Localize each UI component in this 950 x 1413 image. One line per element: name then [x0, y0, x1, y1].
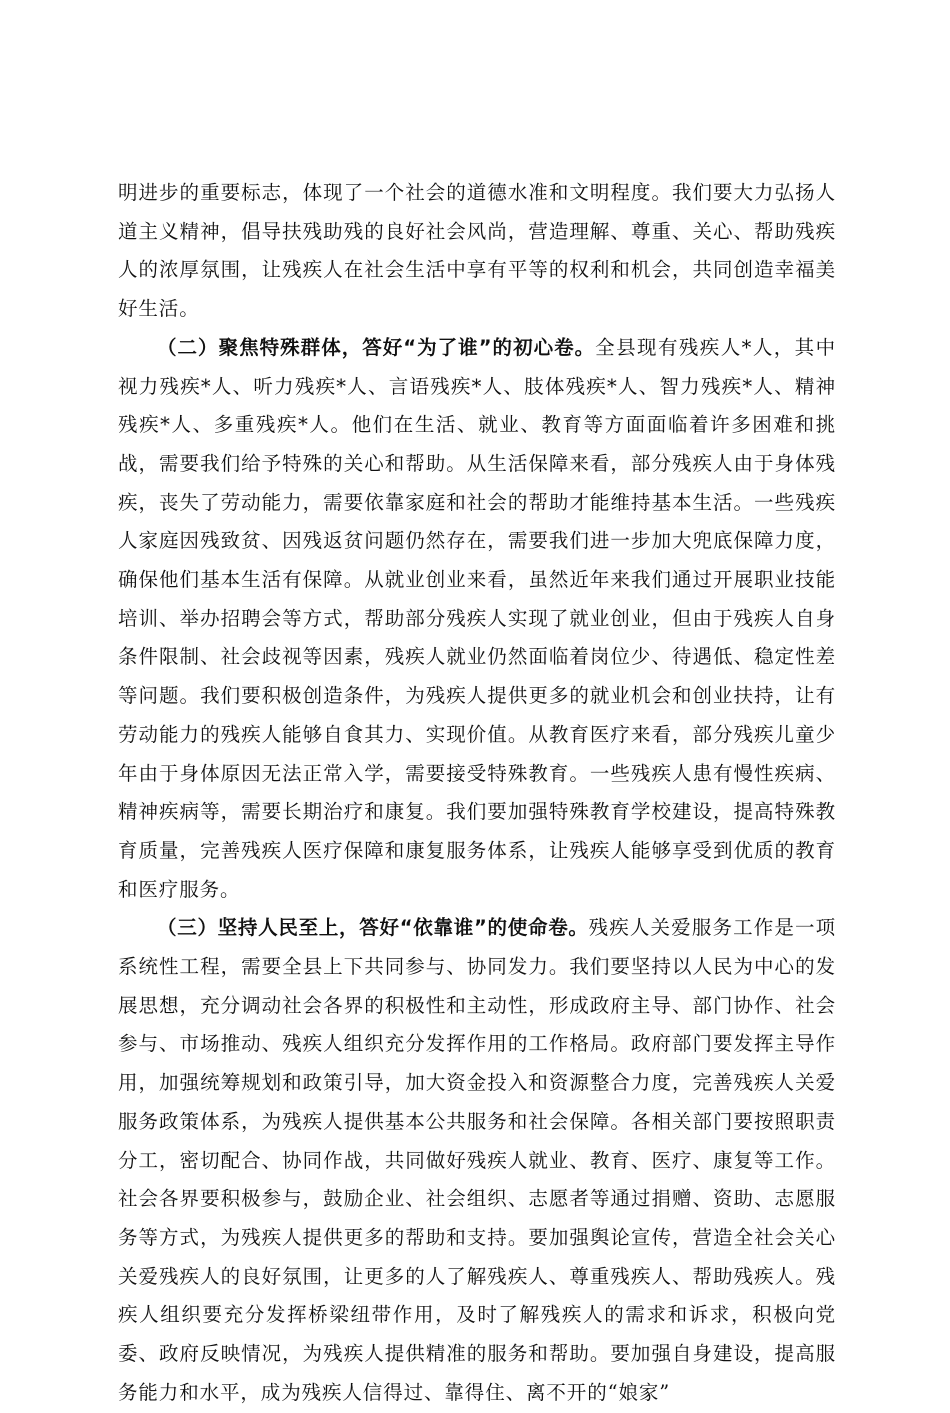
- section-two-text: 全县现有残疾人*人，其中视力残疾*人、听力残疾*人、言语残疾*人、肢体残疾*人、智力残疾*人、精神残疾*人、多重残疾*人。他们在生活、就业、教育等方面面临着许多困难和挑战，需要我们给予特殊的关心和帮助。从生活保障来看，部分残疾人由于身体残疾，丧失了劳动能力，需要依靠家庭和社会的帮助才能维持基本生活。一些残疾人家庭因残致贫、因残返贫问题仍然存在，需要我们进一步加大兜底保障力度，确保他们基本生活有保障。从就业创业来看，虽然近年来我们通过开展职业技能培训、举办招聘会等方式，帮助部分残疾人实现了就业创业，但由于残疾人自身条件限制、社会歧视等因素，残疾人就业仍然面临着岗位少、待遇低、稳定性差等问题。我们要积极创造条件，为残疾人提供更多的就业机会和创业扶持，让有劳动能力的残疾人能够自食其力、实现价值。从教育医疗来看，部分残疾儿童少年由于身体原因无法正常入学，需要接受特殊教育。一些残疾人患有慢性疾病、精神疾病等，需要长期治疗和康复。我们要加强特殊教育学校建设，提高特殊教育质量，完善残疾人医疗保障和康复服务体系，让残疾人能够享受到优质的教育和医疗服务。: [118, 335, 836, 901]
- paragraph-continuation: [118, 174, 836, 329]
- section-three-text: 残疾人关爱服务工作是一项系统性工程，需要全县上下共同参与、协同发力。我们要坚持以人民为中心的发展思想，充分调动社会各界的积极性和主动性，形成政府主导、部门协作、社会参与、市场推动、残疾人组织充分发挥作用的工作格局。政府部门要发挥主导作用，加强统筹规划和政策引导，加大资金投入和资源整合力度，完善残疾人关爱服务政策体系，为残疾人提供基本公共服务和社会保障。各相关部门要按照职责分工，密切配合、协同作战，共同做好残疾人就业、教育、医疗、康复等工作。社会各界要积极参与，鼓励企业、社会组织、志愿者等通过捐赠、资助、志愿服务等方式，为残疾人提供更多的帮助和支持。要加强舆论宣传，营造全社会关心关爱残疾人的良好氛围，让更多的人了解残疾人、尊重残疾人、帮助残疾人。残疾人组织要充分发挥桥梁纽带作用，及时了解残疾人的需求和诉求，积极向党委、政府反映情况，为残疾人提供精准的服务和帮助。要加强自身建设，提高服务能力和水平，成为残疾人信得过、靠得住、离不开的“娘家”: [118, 916, 836, 1404]
- section-three-heading: （三）坚持人民至上，答好“依靠谁”的使命卷。: [157, 916, 589, 940]
- section-two-heading: （二）聚焦特殊群体，答好“为了谁”的初心卷。: [157, 335, 596, 359]
- section-two-paragraph: [118, 329, 836, 910]
- section-three-paragraph: [118, 909, 836, 1412]
- paragraph-text: 明进步的重要标志，体现了一个社会的道德水准和文明程度。我们要大力弘扬人道主义精神，倡导扶残助残的良好社会风尚，营造理解、尊重、关心、帮助残疾人的浓厚氛围，让残疾人在社会生活中享有平等的权利和机会，共同创造幸福美好生活。: [118, 181, 836, 321]
- document-body: [118, 174, 836, 1413]
